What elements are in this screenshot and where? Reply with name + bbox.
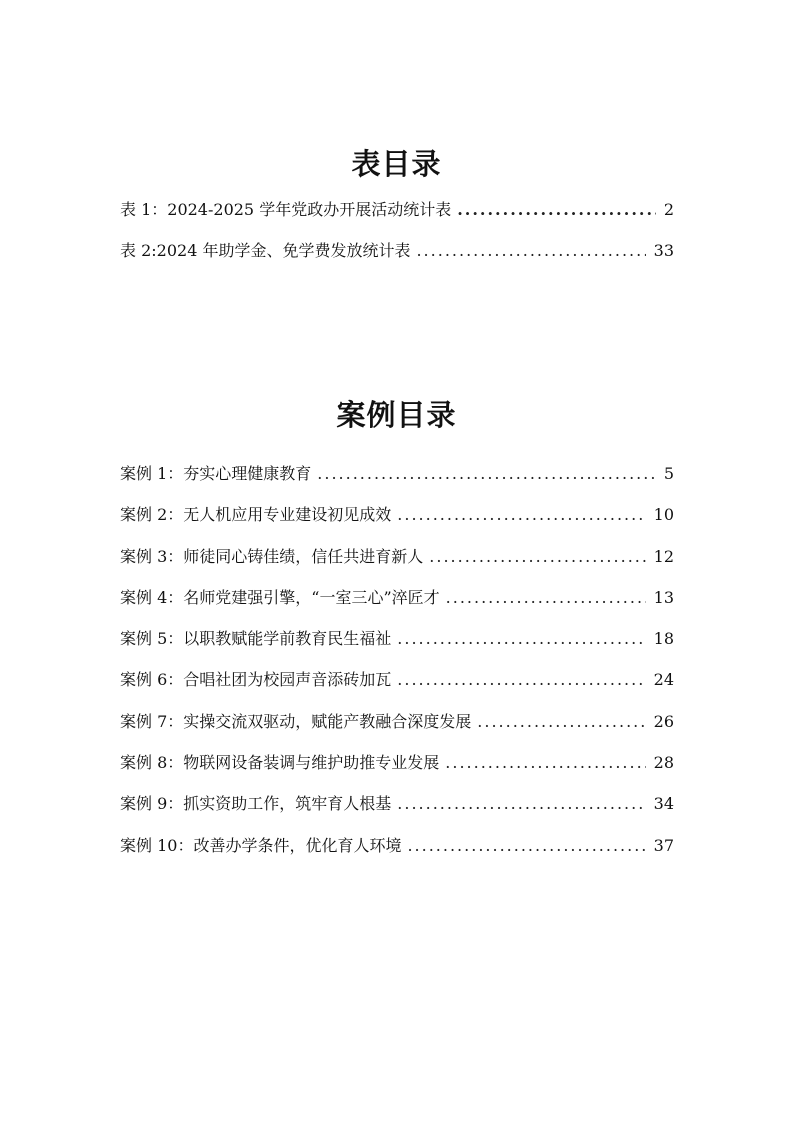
dot-leader [477,712,645,731]
cases-toc-section [0,393,793,874]
toc-entry-case-2[interactable] [120,502,674,543]
dot-leader [397,505,645,524]
toc-entry-label: 案例 4：名师党建强引擎，“一室三心”淬匠才 [120,587,440,607]
toc-entry-page: 18 [653,629,674,649]
dot-leader [317,464,656,483]
toc-entry-page: 26 [653,711,674,731]
toc-entry-label: 案例 2：无人机应用专业建设初见成效 [120,505,392,525]
toc-entry-label: 案例 10：改善办学条件，优化育人环境 [120,835,402,855]
dot-leader [407,836,645,855]
cases-toc-list [0,461,793,874]
dot-leader [429,547,645,566]
toc-entry-page: 37 [653,835,674,855]
toc-entry-case-7[interactable] [120,709,674,750]
dot-leader [397,670,645,689]
toc-entry-label: 案例 6：合唱社团为校园声音添砖加瓦 [120,670,392,690]
toc-entry-label: 案例 3：师徒同心铸佳绩，信任共进育新人 [120,546,424,566]
toc-entry-page: 34 [653,794,674,814]
toc-entry-label: 案例 5：以职教赋能学前教育民生福祉 [120,629,392,649]
toc-entry-label: 案例 8：物联网设备装调与维护助推专业发展 [120,753,440,773]
toc-entry-page: 12 [653,546,674,566]
cases-toc-title: 案例目录 [336,398,457,432]
toc-entry-case-3[interactable] [120,544,674,585]
toc-entry-page: 10 [653,505,674,525]
toc-entry-label: 案例 9：抓实资助工作，筑牢育人根基 [120,794,392,814]
dot-leader [445,753,645,772]
toc-entry-page: 28 [653,753,674,773]
toc-entry-case-9[interactable] [120,791,674,832]
toc-entry-label: 案例 7：实操交流双驱动，赋能产教融合深度发展 [120,711,472,731]
toc-entry-case-4[interactable] [120,585,674,626]
dot-leader [416,241,645,260]
tables-toc-list [0,197,793,279]
toc-entry-page: 13 [653,587,674,607]
toc-entry-label: 案例 1：夯实心理健康教育 [120,464,312,483]
toc-entry-case-5[interactable] [120,626,674,667]
toc-entry-case-6[interactable] [120,667,674,708]
tables-toc-section [0,142,793,279]
dot-leader [446,588,646,607]
toc-entry-page: 33 [653,241,674,260]
toc-entry-label: 表 1：2024-2025 学年党政办开展活动统计表 [120,200,452,219]
toc-entry-table-2[interactable] [120,238,674,279]
dot-leader [457,200,656,219]
toc-entry-case-10[interactable] [120,833,674,874]
dot-leader [397,794,645,813]
toc-entry-table-1[interactable] [120,197,674,238]
dot-leader [397,629,645,648]
toc-entry-page: 5 [663,464,674,483]
toc-entry-case-8[interactable] [120,750,674,791]
tables-toc-title: 表目录 [351,147,442,181]
toc-entry-page: 24 [653,670,674,690]
toc-entry-page: 2 [663,200,674,219]
toc-entry-case-1[interactable] [120,461,674,502]
toc-entry-label: 表 2:2024 年助学金、免学费发放统计表 [120,241,411,260]
